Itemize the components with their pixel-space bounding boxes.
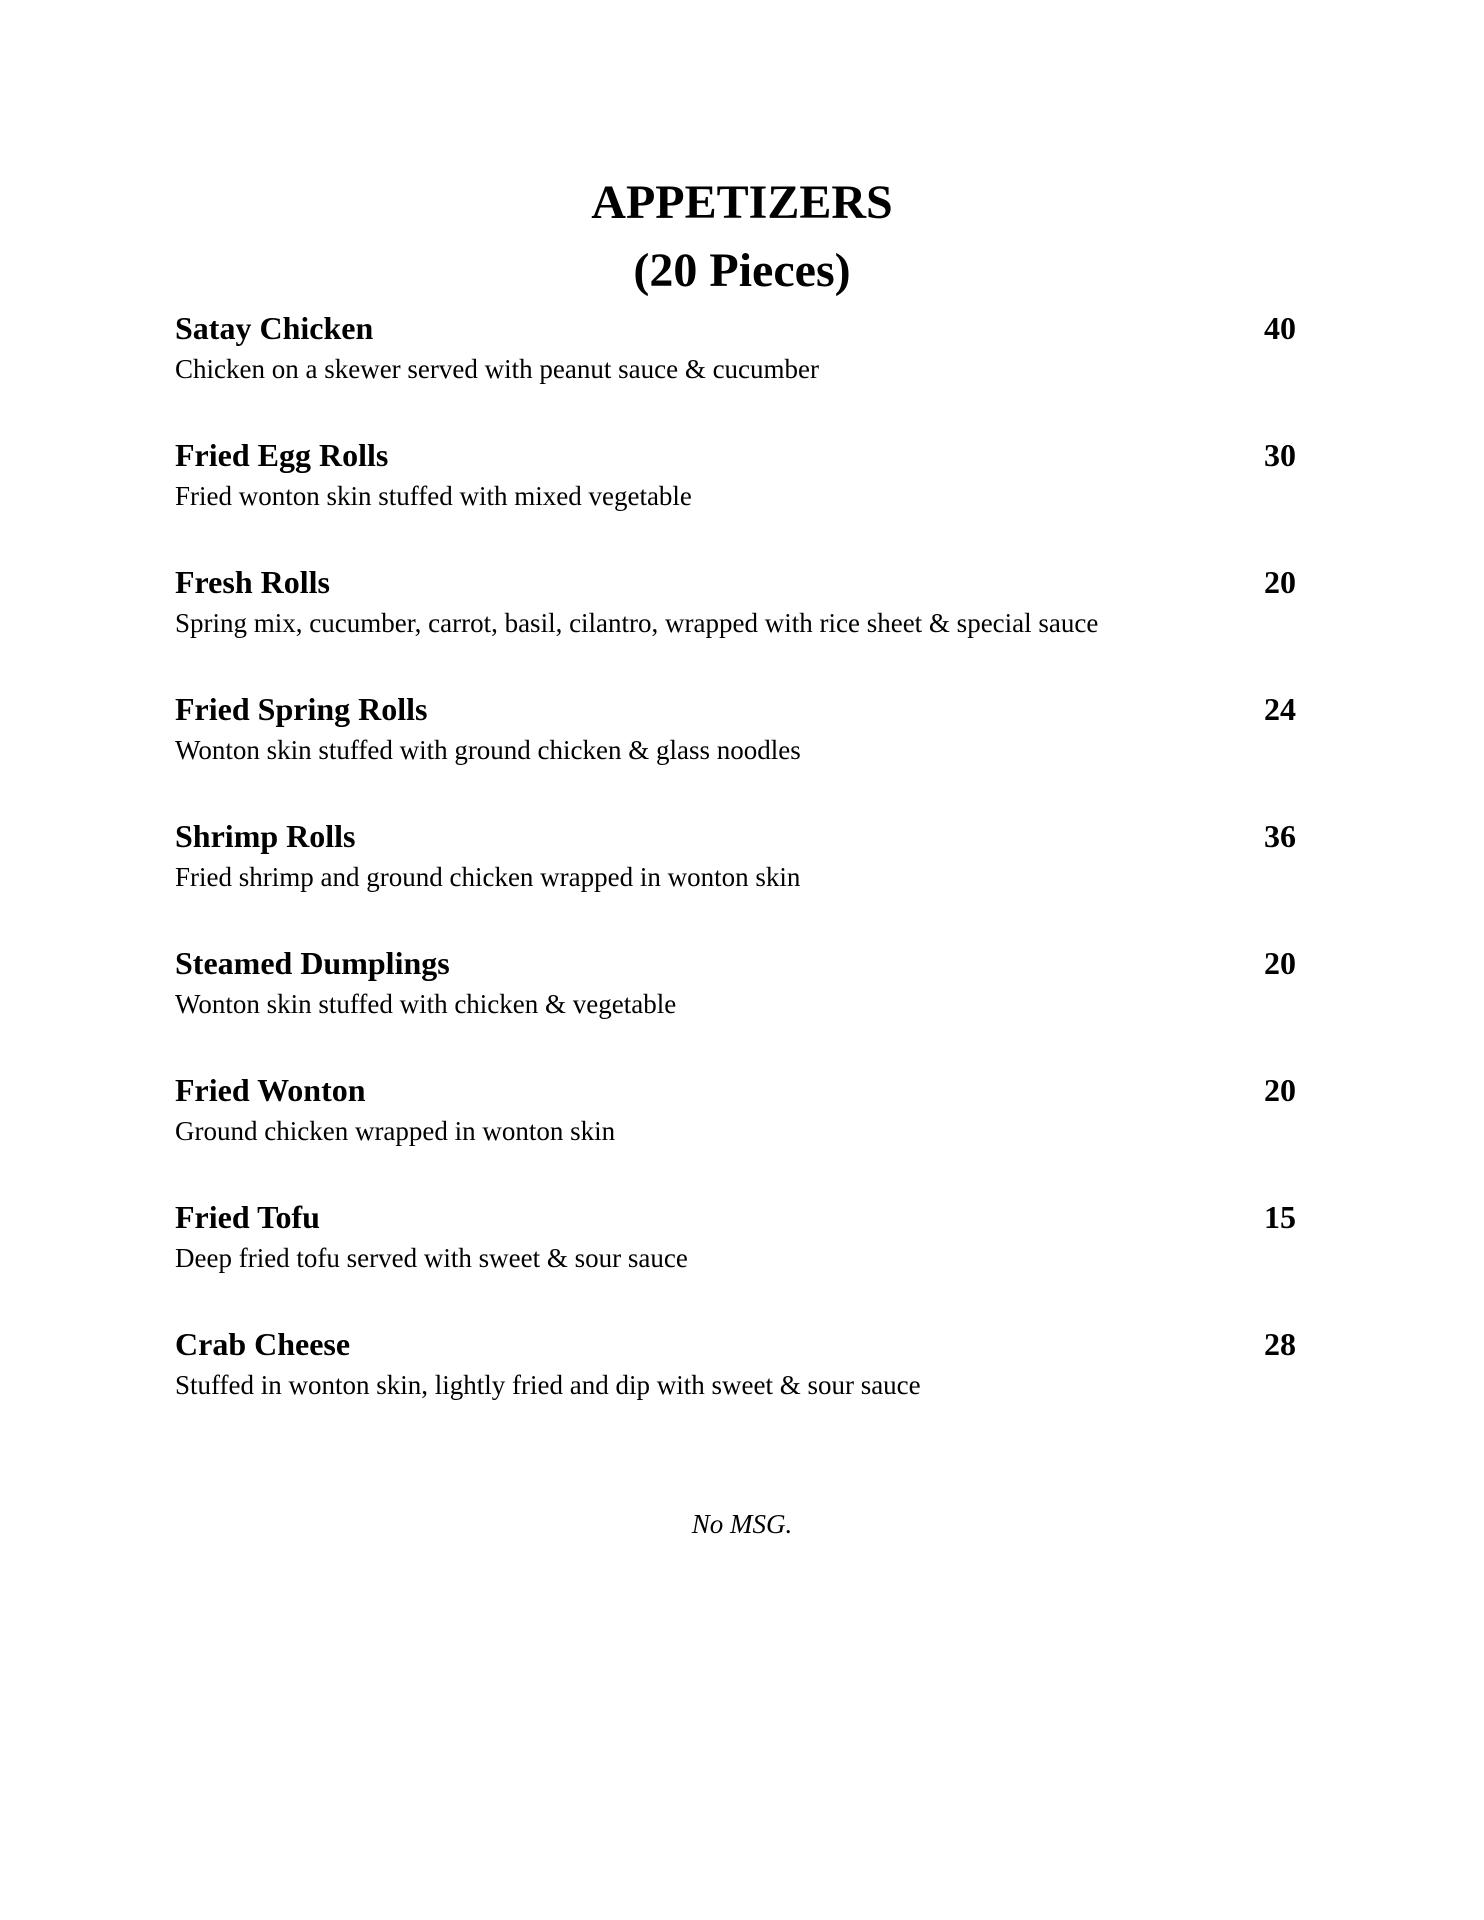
menu-item <box>175 435 1325 562</box>
menu-item <box>175 1070 1325 1197</box>
menu-item <box>175 562 1325 689</box>
menu-item-price: 20 <box>1264 945 1296 981</box>
menu-item-price: 40 <box>1264 310 1296 346</box>
page-subtitle: (20 Pieces) <box>633 244 851 297</box>
menu-item-description: Spring mix, cucumber, carrot, basil, cilantro, wrapped with rice sheet & special sauce <box>175 608 1099 638</box>
menu-item <box>175 1197 1325 1324</box>
menu-item-name: Crab Cheese <box>175 1326 351 1362</box>
menu-item-description: Chicken on a skewer served with peanut sauce & cucumber <box>175 354 820 384</box>
menu-item-price: 30 <box>1264 437 1296 473</box>
menu-item-description: Ground chicken wrapped in wonton skin <box>175 1116 616 1146</box>
menu-item-description: Wonton skin stuffed with ground chicken & glass noodles <box>175 735 801 765</box>
menu-item-name: Steamed Dumplings <box>175 945 450 981</box>
menu-item-price: 28 <box>1264 1326 1296 1362</box>
menu-item-description: Stuffed in wonton skin, lightly fried and dip with sweet & sour sauce <box>175 1370 921 1400</box>
menu-item-description: Wonton skin stuffed with chicken & vegetable <box>175 989 677 1019</box>
menu-item <box>175 816 1325 943</box>
menu-item-name: Fresh Rolls <box>175 564 330 600</box>
menu-item-name: Fried Tofu <box>175 1199 320 1235</box>
menu-item-name: Fried Egg Rolls <box>175 437 389 473</box>
menu-item-description: Fried wonton skin stuffed with mixed vegetable <box>175 481 692 511</box>
appetizer-list <box>175 308 1325 1451</box>
menu-item-description: Fried shrimp and ground chicken wrapped in wonton skin <box>175 862 801 892</box>
menu-item-name: Fried Wonton <box>175 1072 366 1108</box>
no-msg-note: No MSG. <box>691 1509 793 1539</box>
menu-item <box>175 943 1325 1070</box>
menu-item-name: Fried Spring Rolls <box>175 691 428 727</box>
menu-item-price: 20 <box>1264 564 1296 600</box>
page-title: APPETIZERS <box>591 176 893 229</box>
menu-item <box>175 689 1325 816</box>
menu-item-price: 24 <box>1264 691 1296 727</box>
menu-item <box>175 308 1325 435</box>
menu-item-price: 36 <box>1264 818 1296 854</box>
menu-item-price: 20 <box>1264 1072 1296 1108</box>
menu-item-description: Deep fried tofu served with sweet & sour sauce <box>175 1243 688 1273</box>
menu-item-name: Shrimp Rolls <box>175 818 356 854</box>
menu-item <box>175 1324 1325 1451</box>
menu-item-price: 15 <box>1264 1199 1296 1235</box>
menu-item-name: Satay Chicken <box>175 310 374 346</box>
